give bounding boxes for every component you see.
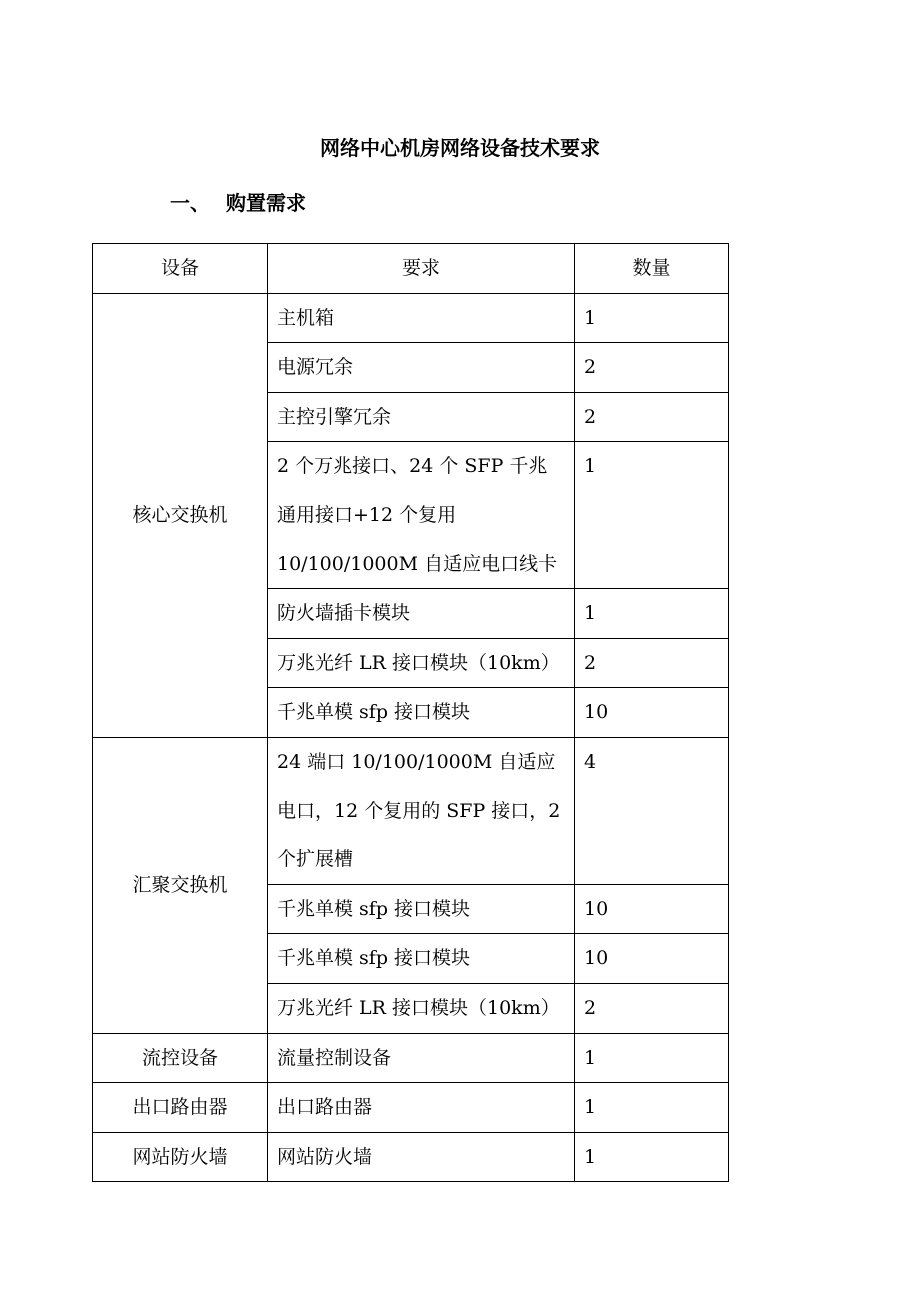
quantity-cell: 1 [575,1083,729,1133]
device-cell: 网站防火墙 [93,1132,268,1182]
quantity-cell: 1 [575,442,729,589]
table-row [93,737,729,884]
table-header-row [93,244,729,294]
requirement-cell: 流量控制设备 [268,1033,575,1083]
section-label: 购置需求 [226,191,306,215]
table-row [93,293,729,343]
requirement-cell: 2 个万兆接口、24 个 SFP 千兆通用接口+12 个复用 10/100/1000M 自适应电口线卡 [268,442,575,589]
quantity-cell: 10 [575,934,729,984]
requirement-cell: 24 端口 10/100/1000M 自适应电口，12 个复用的 SFP 接口，2 个扩展槽 [268,737,575,884]
quantity-cell: 2 [575,638,729,688]
requirement-cell: 千兆单模 sfp 接口模块 [268,884,575,934]
device-cell: 汇聚交换机 [93,737,268,1033]
header-device: 设备 [93,244,268,294]
section-number: 一、 [170,191,210,215]
quantity-cell: 10 [575,884,729,934]
requirement-cell: 防火墙插卡模块 [268,589,575,639]
requirement-cell: 网站防火墙 [268,1132,575,1182]
quantity-cell: 10 [575,688,729,738]
table-body [93,293,729,1182]
requirement-cell: 主机箱 [268,293,575,343]
quantity-cell: 2 [575,392,729,442]
device-cell: 出口路由器 [93,1083,268,1133]
table-row [93,1132,729,1182]
requirement-cell: 出口路由器 [268,1083,575,1133]
table-row [93,1083,729,1133]
requirement-cell: 电源冗余 [268,343,575,393]
quantity-cell: 1 [575,293,729,343]
document-title: 网络中心机房网络设备技术要求 [320,136,600,160]
requirement-cell: 万兆光纤 LR 接口模块（10km） [268,983,575,1033]
quantity-cell: 4 [575,737,729,884]
quantity-cell: 1 [575,1033,729,1083]
section-heading [170,188,306,218]
device-cell: 核心交换机 [93,293,268,737]
quantity-cell: 2 [575,343,729,393]
requirement-cell: 千兆单模 sfp 接口模块 [268,688,575,738]
requirement-cell: 千兆单模 sfp 接口模块 [268,934,575,984]
header-requirement: 要求 [268,244,575,294]
requirement-cell: 万兆光纤 LR 接口模块（10km） [268,638,575,688]
quantity-cell: 1 [575,589,729,639]
device-cell: 流控设备 [93,1033,268,1083]
quantity-cell: 2 [575,983,729,1033]
table-row [93,1033,729,1083]
header-quantity: 数量 [575,244,729,294]
quantity-cell: 1 [575,1132,729,1182]
requirement-cell: 主控引擎冗余 [268,392,575,442]
requirements-table [92,243,729,1182]
